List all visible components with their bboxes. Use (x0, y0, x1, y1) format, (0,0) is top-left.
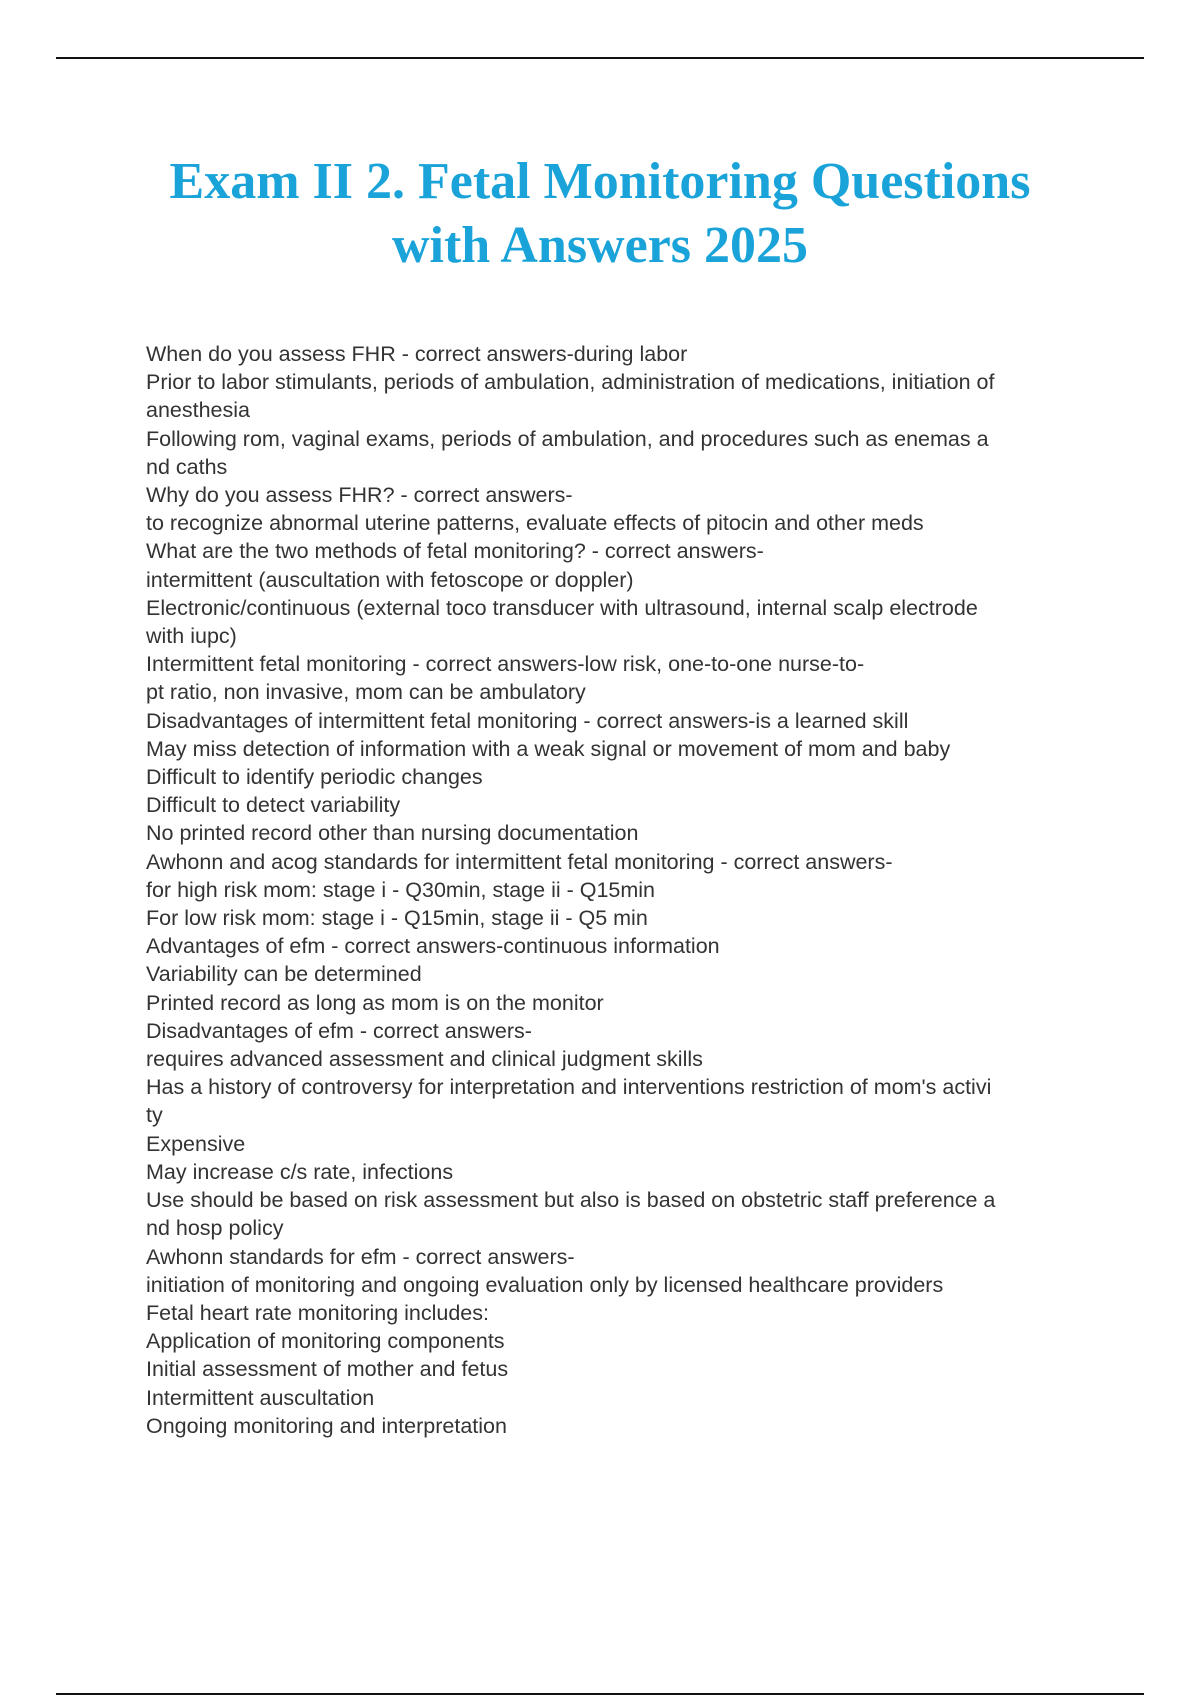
text-line: Application of monitoring components (146, 1329, 505, 1354)
text-line: Difficult to detect variability (146, 793, 401, 818)
text-line: Why do you assess FHR? - correct answers- (146, 483, 573, 508)
text-line: Awhonn standards for efm - correct answers- (146, 1244, 575, 1269)
text-line: pt ratio, non invasive, mom can be ambulatory (146, 680, 586, 705)
top-rule (56, 57, 1144, 59)
text-line: nd caths (146, 454, 228, 479)
text-line: Use should be based on risk assessment but also is based on obstetric staff preference a (146, 1188, 996, 1213)
text-line: anesthesia (146, 398, 250, 423)
text-line: intermittent (auscultation with fetoscope or doppler) (146, 567, 634, 592)
text-line: Initial assessment of mother and fetus (146, 1357, 509, 1382)
document-title (100, 150, 1100, 278)
text-line: When do you assess FHR - correct answers-during labor (146, 342, 688, 366)
text-line: What are the two methods of fetal monitoring? - correct answers- (146, 539, 764, 564)
text-line: with iupc) (146, 624, 237, 649)
text-line: Printed record as long as mom is on the monitor (146, 990, 604, 1015)
title-line-2: with Answers 2025 (391, 217, 809, 274)
text-line: Electronic/continuous (external toco transducer with ultrasound, internal scalp electrode (146, 595, 978, 620)
text-line: For low risk mom: stage i - Q15min, stage ii - Q5 min (146, 906, 648, 931)
text-line: Intermittent fetal monitoring - correct answers-low risk, one-to-one nurse-to- (146, 652, 865, 677)
text-line: Fetal heart rate monitoring includes: (146, 1300, 489, 1325)
text-line: Awhonn and acog standards for intermittent fetal monitoring - correct answers- (146, 849, 893, 874)
text-line: Variability can be determined (146, 962, 422, 987)
text-line: Intermittent auscultation (146, 1385, 375, 1410)
text-line: May increase c/s rate, infections (146, 1159, 454, 1184)
text-line: Following rom, vaginal exams, periods of ambulation, and procedures such as enemas a (146, 426, 989, 451)
text-line: Has a history of controversy for interpretation and interventions restriction of mom's activi (146, 1075, 992, 1100)
text-line: Expensive (146, 1131, 246, 1156)
text-line: Advantages of efm - correct answers-continuous information (146, 934, 720, 959)
text-line: initiation of monitoring and ongoing evaluation only by licensed healthcare providers (146, 1272, 944, 1297)
text-line: Disadvantages of intermittent fetal monitoring - correct answers-is a learned skill (146, 708, 909, 733)
document-body (146, 340, 1096, 1440)
text-line: to recognize abnormal uterine patterns, evaluate effects of pitocin and other meds (146, 511, 924, 536)
text-line: requires advanced assessment and clinical judgment skills (146, 1047, 703, 1072)
text-line: No printed record other than nursing documentation (146, 821, 639, 846)
text-line: Disadvantages of efm - correct answers- (146, 1018, 532, 1043)
text-line: ty (146, 1103, 163, 1128)
text-line: Difficult to identify periodic changes (146, 765, 483, 790)
text-line: nd hosp policy (146, 1216, 284, 1241)
text-line: Prior to labor stimulants, periods of ambulation, administration of medications, initiation of (146, 370, 995, 395)
text-line: May miss detection of information with a weak signal or movement of mom and baby (146, 736, 951, 761)
text-line: Ongoing monitoring and interpretation (146, 1413, 507, 1438)
title-line-1: Exam II 2. Fetal Monitoring Questions (169, 153, 1031, 210)
text-line: for high risk mom: stage i - Q30min, stage ii - Q15min (146, 877, 656, 902)
bottom-rule (56, 1693, 1144, 1695)
